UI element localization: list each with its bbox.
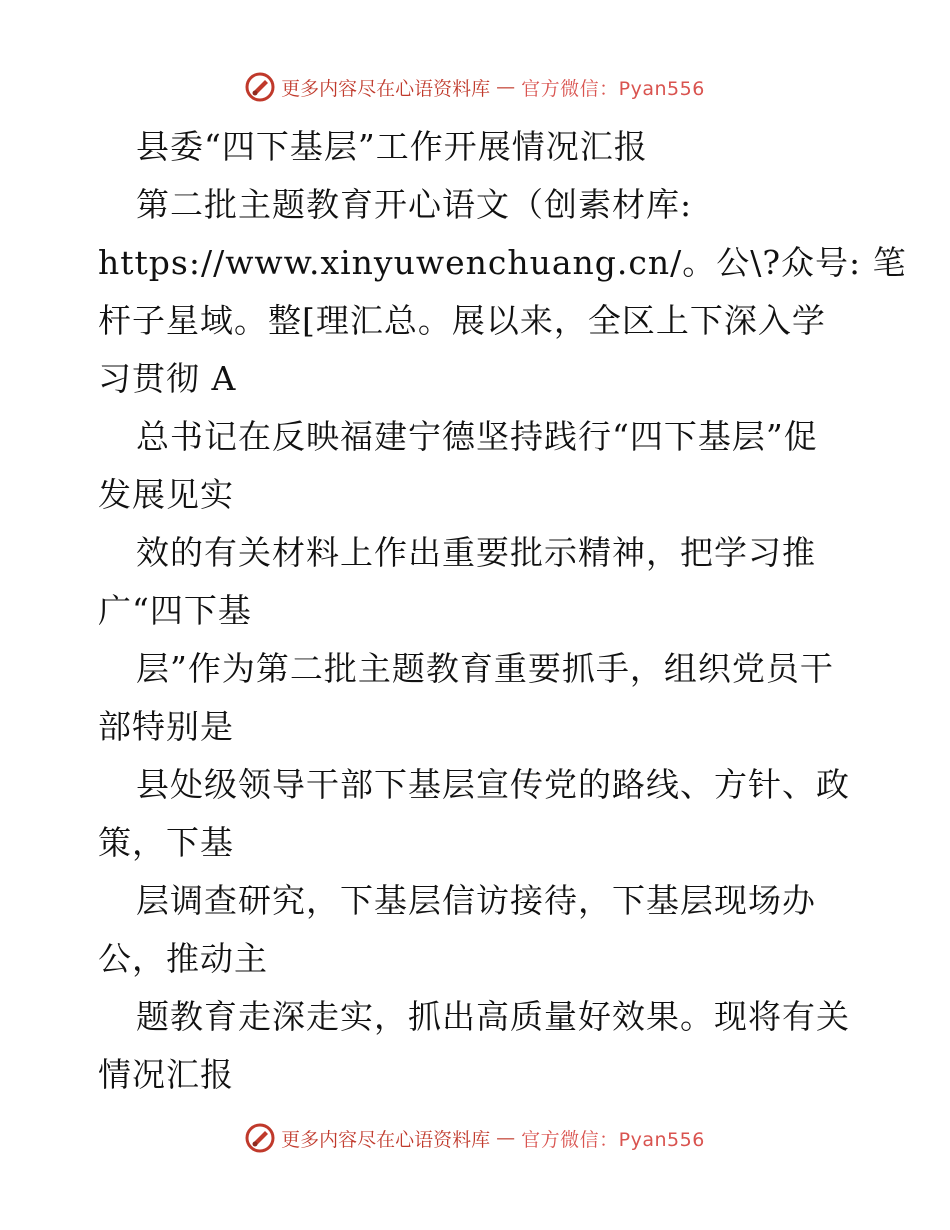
document-body (98, 118, 907, 1104)
watermark-text: 更多内容尽在心语资料库 (281, 77, 491, 100)
text-line: 层”作为第二批主题教育重要抓手，组织党员干 (136, 649, 834, 688)
text-line: https://www.xinyuwenchuang.cn/。公\?众号: 笔 (98, 243, 907, 282)
text-line: 杆子星域。整[理汇总。展以来，全区上下深入学 (98, 301, 826, 340)
text-line: 发展见实 (98, 475, 234, 514)
text-line: 公，推动主 (98, 939, 268, 978)
watermark-text: 更多内容尽在心语资料库 (281, 1128, 491, 1151)
watermark-separator: — (496, 76, 516, 98)
brand-logo-icon (245, 72, 275, 102)
brand-logo-icon (245, 1123, 275, 1153)
text-line: 县处级领导干部下基层宣传党的路线、方针、政 (136, 765, 850, 804)
watermark-contact: 官方微信：Pyan556 (521, 1128, 705, 1151)
text-line: 习贯彻 A (98, 359, 237, 398)
text-line: 总书记在反映福建宁德坚持践行“四下基层”促 (136, 417, 818, 456)
text-line: 层调查研究，下基层信访接待，下基层现场办 (136, 881, 816, 920)
text-line: 策，下基 (98, 823, 234, 862)
footer-watermark (0, 1123, 950, 1153)
document-text (98, 118, 907, 1104)
document-title: 县委“四下基层”工作开展情况汇报 (136, 127, 648, 166)
watermark-separator: — (496, 1127, 516, 1149)
text-line: 效的有关材料上作出重要批示精神，把学习推 (136, 533, 816, 572)
text-line: 题教育走深走实，抓出高质量好效果。现将有关 (136, 997, 850, 1036)
text-line: 部特别是 (98, 707, 234, 746)
text-line: 广“四下基 (98, 591, 252, 630)
text-line: 第二批主题教育开心语文（创素材库: (136, 185, 693, 224)
text-line: 情况汇报 (98, 1055, 234, 1094)
header-watermark (0, 72, 950, 102)
watermark-contact: 官方微信：Pyan556 (521, 77, 705, 100)
